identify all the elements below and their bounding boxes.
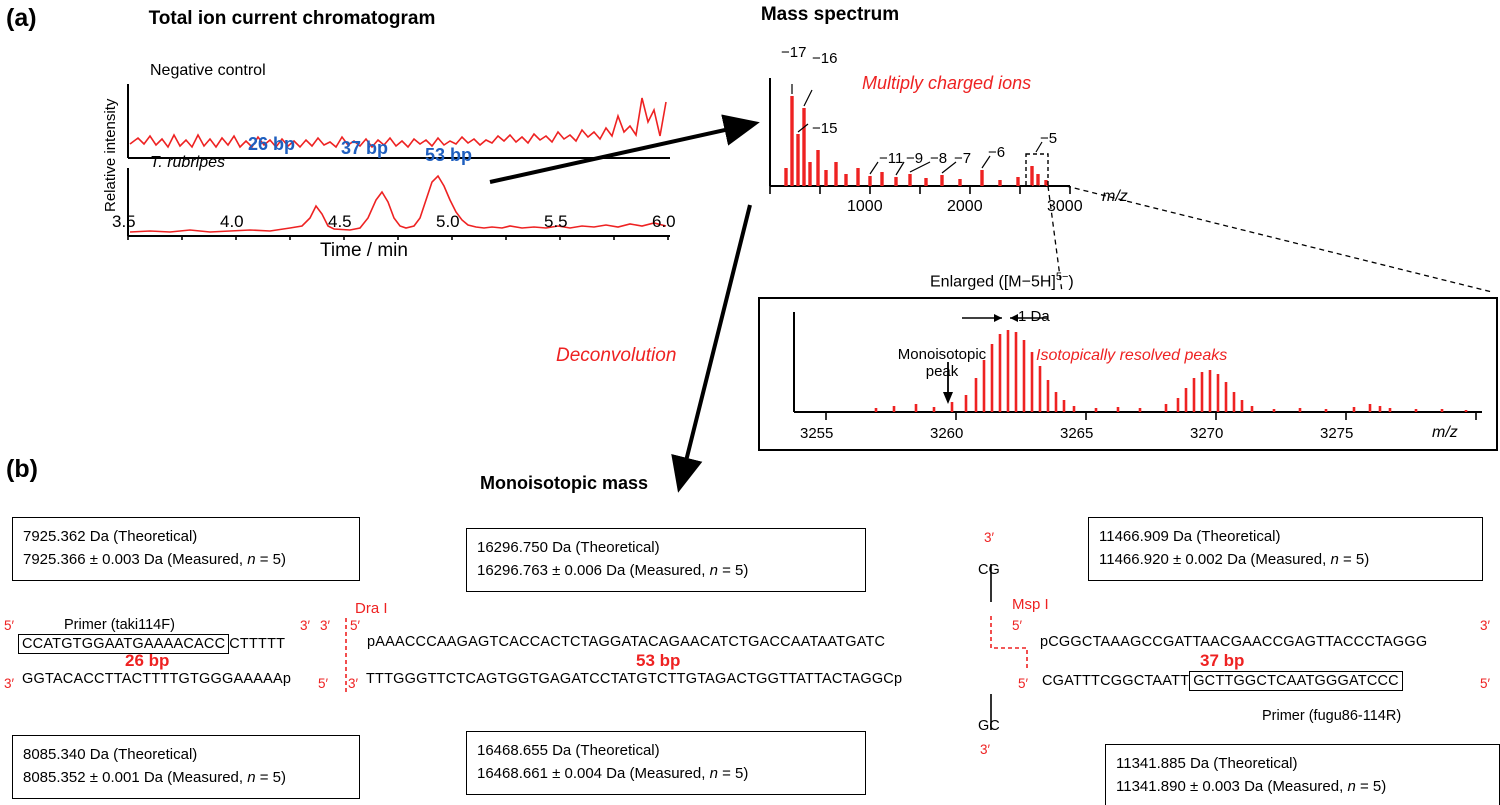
peak-label-37bp: 37 bp — [341, 138, 389, 158]
mass-box-center-bottom — [466, 731, 866, 795]
monoisotopic-peak-label-line1: Monoisotopic — [897, 346, 987, 363]
mass-spectrum-annotation: Multiply charged ions — [862, 73, 1032, 93]
mb-cb-post: = 5) — [717, 765, 749, 783]
charge-label-8: −8 — [930, 150, 948, 167]
primer-r-box: GCTTGGCTCAATGGGATCCC — [1189, 671, 1403, 691]
label-5prime-topleft: 5′ — [4, 618, 15, 633]
chromatogram-xtick-2: 4.5 — [328, 212, 352, 231]
enlarged-plot — [766, 300, 1492, 448]
trace-label-negative-control: Negative control — [150, 62, 266, 79]
fragment-label-37bp: 37 bp — [1200, 651, 1245, 670]
msp-overhang-top: CG — [978, 562, 1000, 578]
primer-f-box: CCATGTGGAATGAAAACACC — [18, 634, 229, 654]
mb-ct-n: n — [709, 562, 718, 580]
mass-box-center-bottom-theoretical: 16468.655 Da (Theoretical) — [477, 742, 660, 759]
enlarged-title-sup: 5− — [1055, 271, 1069, 283]
enzyme-label-dra-i: Dra I — [355, 600, 388, 617]
dra-5prime-right: 5′ — [350, 618, 361, 633]
mb-lt-n: n — [247, 551, 256, 569]
enlarged-xtick-3260: 3260 — [930, 425, 964, 442]
mass-box-right-top — [1088, 517, 1483, 581]
mass-box-center-bottom-measured — [477, 762, 855, 785]
mass-box-right-bottom-measured — [1116, 775, 1489, 798]
charge-label-7: −7 — [954, 150, 972, 167]
mass-box-left-bottom-measured — [23, 766, 349, 789]
dra-3prime-bottom: 3′ — [348, 676, 359, 691]
panel-label-a: (a) — [6, 4, 37, 32]
top-p-left: p — [367, 634, 376, 650]
msp-i-cut-line — [965, 540, 1045, 700]
mass-box-left-top-theoretical: 7925.362 Da (Theoretical) — [23, 528, 198, 545]
enlarged-xtick-3255: 3255 — [800, 425, 834, 442]
mb-rb-post: = 5) — [1355, 778, 1387, 796]
enlarged-title — [930, 271, 1074, 291]
fragment-label-26bp: 26 bp — [125, 651, 170, 670]
primer-r-name: Primer (fugu86-114R) — [1262, 708, 1402, 724]
enlarged-xtick-3275: 3275 — [1320, 425, 1354, 442]
one-da-label: 1 Da — [1018, 308, 1050, 325]
label-3prime-bottomleft: 3′ — [4, 676, 15, 691]
peak-label-26bp: 26 bp — [248, 134, 296, 154]
ms-xtick-3000: 3000 — [1047, 198, 1083, 215]
enlarged-xaxis-label: m/z — [1432, 424, 1458, 441]
trace-label-t-rubripes: T. rubripes — [150, 154, 225, 171]
charge-label-17: −17 — [781, 44, 807, 61]
mb-cb-pre: 16468.661 ± 0.004 Da (Measured, — [477, 765, 710, 783]
mass-box-left-bottom — [12, 735, 360, 799]
panel-label-b: (b) — [6, 455, 38, 483]
bottom-strand-right — [1042, 671, 1403, 691]
enzyme-label-msp-i: Msp I — [1012, 596, 1049, 613]
mb-rt-post: = 5) — [1338, 551, 1370, 569]
mass-box-right-top-theoretical: 11466.909 Da (Theoretical) — [1099, 528, 1281, 545]
msp-overhang-bottom: GC — [978, 718, 1000, 734]
mass-box-left-bottom-theoretical: 8085.340 Da (Theoretical) — [23, 746, 198, 763]
charge-label-11: −11 — [879, 150, 904, 167]
mb-rb-n: n — [1347, 778, 1356, 796]
bottom-strand-middle — [366, 671, 902, 687]
enlarged-title-end: ) — [1068, 273, 1074, 291]
charge-label-9: −9 — [906, 150, 924, 167]
monoisotopic-mass-title: Monoisotopic mass — [480, 473, 649, 493]
chromatogram-xtick-0: 3.5 — [112, 212, 136, 231]
enlarged-xtick-3265: 3265 — [1060, 425, 1094, 442]
mass-box-center-top-theoretical: 16296.750 Da (Theoretical) — [477, 539, 660, 556]
label-5prime-bottomright: 5′ — [1480, 676, 1491, 691]
deconvolution-label: Deconvolution — [556, 345, 677, 366]
mb-rb-pre: 11341.890 ± 0.003 Da (Measured, — [1116, 778, 1348, 796]
mb-lt-pre: 7925.366 ± 0.003 Da (Measured, — [23, 551, 248, 569]
mb-lb-n: n — [247, 769, 256, 787]
top-mid-seq: AAACCCAAGAGTCACCACTCTAGGATACAGAACATCTGACCAATAATGATC — [375, 634, 886, 650]
bottom-left-seq: GGTACACCTTACTTTTGTGGGAAAAA — [22, 671, 283, 687]
ms-xtick-2000: 2000 — [947, 198, 983, 215]
mb-cb-n: n — [709, 765, 718, 783]
ms-xaxis-label: m/z — [1102, 188, 1128, 205]
charge-label-16: −16 — [812, 50, 838, 67]
msp-3prime-top: 3′ — [984, 530, 995, 545]
zoom-connector-lines — [1040, 180, 1500, 300]
enlarged-annotation: Isotopically resolved peaks — [1036, 347, 1228, 364]
chromatogram-xlabel: Time / min — [320, 240, 408, 261]
mass-box-center-top — [466, 528, 866, 592]
mb-lt-post: = 5) — [255, 551, 286, 569]
mass-box-right-top-measured — [1099, 548, 1472, 571]
mass-box-left-top-measured — [23, 548, 349, 571]
top-after-primer: CTTTTT — [229, 636, 286, 652]
bottom-p-left: p — [282, 671, 292, 687]
bottom-strand-left — [22, 671, 291, 687]
mass-spectrum-title: Mass spectrum — [760, 4, 900, 25]
arrow-to-mass-spectrum — [480, 110, 780, 200]
bottom-right-pre: CGATTTCGGCTAATT — [1042, 673, 1190, 689]
mass-box-left-top — [12, 517, 360, 581]
mass-box-right-bottom — [1105, 744, 1500, 805]
label-3prime-primer-f: 3′ — [300, 618, 311, 633]
charge-label-15: −15 — [812, 120, 838, 137]
dra-3prime-left: 3′ — [320, 618, 331, 633]
msp-i-bottom-stem — [965, 690, 1045, 770]
chromatogram-xtick-5: 6.0 — [652, 212, 676, 231]
mb-lb-pre: 8085.352 ± 0.001 Da (Measured, — [23, 769, 248, 787]
peak-label-53bp: 53 bp — [425, 145, 473, 165]
msp-5prime-bottom: 5′ — [1018, 676, 1029, 691]
dra-5prime-bottom: 5′ — [318, 676, 329, 691]
label-3prime-topright: 3′ — [1480, 618, 1491, 633]
mass-box-center-top-measured — [477, 559, 855, 582]
top-strand-middle — [367, 634, 885, 650]
enlarged-title-text: Enlarged ([M−5H] — [930, 273, 1056, 291]
charge-label-5: −5 — [1040, 130, 1058, 147]
chromatogram-xtick-4: 5.5 — [544, 212, 568, 231]
bottom-mid-seq: TTTGGGTTCTCAGTGGTGAGATCCTATGTCTTGTAGACTGGTTATTACTAGGC — [366, 671, 894, 687]
mb-lb-post: = 5) — [255, 769, 286, 787]
enlarged-xtick-3270: 3270 — [1190, 425, 1224, 442]
chromatogram-ylabel: Relative intensity — [102, 98, 119, 212]
top-strand-right — [1040, 634, 1427, 650]
charge-label-6: −6 — [988, 144, 1006, 161]
mb-ct-post: = 5) — [717, 562, 749, 580]
msp-5prime: 5′ — [1012, 618, 1023, 633]
bottom-p-right: p — [893, 671, 903, 687]
msp-3prime-bottom: 3′ — [980, 742, 991, 757]
monoisotopic-peak-label-line2: peak — [925, 363, 959, 381]
chromatogram-title: Total ion current chromatogram — [148, 8, 436, 29]
ms-xtick-1000: 1000 — [847, 198, 883, 215]
monoisotopic-peak-label — [882, 346, 1002, 381]
mass-box-right-bottom-theoretical: 11341.885 Da (Theoretical) — [1116, 755, 1298, 772]
top-right-seq: CGGCTAAAGCCGATTAACGAACCGAGTTACCCTAGGG — [1048, 634, 1428, 650]
mb-rt-pre: 11466.920 ± 0.002 Da (Measured, — [1099, 551, 1331, 569]
fragment-label-53bp: 53 bp — [636, 651, 681, 670]
mb-ct-pre: 16296.763 ± 0.006 Da (Measured, — [477, 562, 710, 580]
chromatogram-xtick-1: 4.0 — [220, 212, 244, 231]
primer-f-name: Primer (taki114F) — [64, 617, 175, 633]
mb-rt-n: n — [1330, 551, 1339, 569]
top-p-right: p — [1040, 634, 1049, 650]
chromatogram-xtick-3: 5.0 — [436, 212, 460, 231]
